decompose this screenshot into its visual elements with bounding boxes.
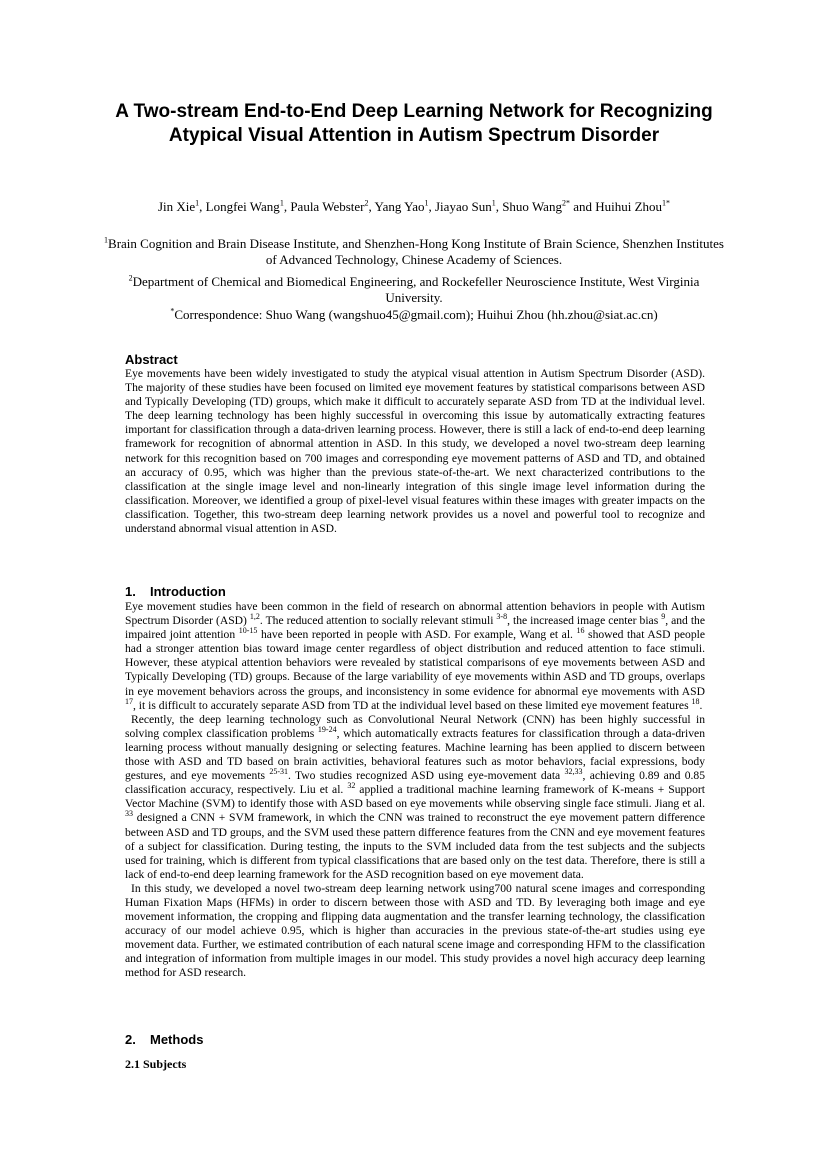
author-affiliation-mark: 1	[491, 198, 496, 208]
author-affiliation-mark: 1	[279, 198, 284, 208]
introduction-heading	[125, 584, 226, 600]
author-affiliation-mark: 1*	[662, 198, 671, 208]
citation-superscript: 17	[125, 696, 133, 706]
author-affiliation-mark: 1	[424, 198, 429, 208]
affiliation-mark: 1	[104, 235, 109, 245]
citation-superscript: 33	[125, 809, 133, 819]
intro-paragraph-3: In this study, we developed a novel two-stream deep learning network using700 natural scene images and corresponding Human Fixation Maps (HFMs) in order to discern between those with ASD and TD. By leveraging both image and eye movement information, the cropping and flipping data augmentation and the transfer learning technology, the classification accuracy of our model achieve 0.95, which is higher than accuracies in the previous state-of-the-art studies using eye movement data. Further, we estimated contribution of each natural scene image and corresponding HFM to the classification and integration of information from multiple images in our model. This study provides a novel high accuracy deep learning method for ASD research.	[125, 881, 705, 980]
author-affiliation-mark: 2*	[561, 198, 570, 208]
citation-superscript: 32,33	[564, 767, 583, 777]
intro-paragraph-1: Eye movement studies have been common in the field of research on abnormal attention behaviors in people with Autism Spectrum Disorder (ASD) $^{1,2}$. The reduced attention to socially relevant stimuli $^{3-8}$, the increased image center bias $^9$, and the impaired joint attention $^{10-15}$ have been reported in people with ASD. For example, Wang et al. $^{16}$ showed that ASD people had a stronger attention bias toward image center regardless of object distribution and reduced attention to face stimuli. However, these atypical attention behaviors were revealed by statistical comparisons of eye movements between ASD and Typically Developing (TD) groups. Because of the large variability of eye movements within ASD and TD groups, overlaps in eye movement behaviors across the groups, and inconsistency in some evidence for abnormal eye movements with ASD $^{17}$, it is difficult to accurately separate ASD from TD at the individual level based on these limited eye movement features $^{18}$.	[125, 600, 706, 712]
methods-heading	[125, 1032, 203, 1048]
intro-paragraph-2: Recently, the deep learning technology such as Convolutional Neural Network (CNN) has been highly successful in solving complex classification problems $^{19-24}$, which automatically extracts features for classification through a data-driven learning process without manually designing or selecting features. Machine learning has been applied to discern between those with ASD and TD based on brain activities, behavioral features such as motor behaviors, facial expressions, body gestures, and eye movements $^{25-31}$. Two studies recognized ASD using eye-movement data $^{32,33}$, achieving 0.89 and 0.85 classification accuracy, respectively. Liu et al. $^{32}$ applied a traditional machine learning framework of K-means + Support Vector Machine (SVM) to identify those with ASD based on eye movements while observing single face stimuli. Jiang et al. $^{33}$ designed a CNN + SVM framework, in which the CNN was trained to reconstruct the eye movement pattern difference between ASD and TD groups, and the SVM used these pattern difference features from the CNN and eye movement features of a subject for classification. During testing, the inputs to the SVM included data from the test subjects and the subjects used for training, which is different from typical classifications that are based only on the test data. Therefore, there is still a lack of end-to-end deep learning framework for the ASD recognition based on eye movement data.	[125, 712, 705, 881]
citation-superscript: 1,2	[249, 612, 260, 622]
citation-superscript: 19-24	[317, 724, 337, 734]
affiliation-2	[100, 274, 728, 306]
citation-superscript: 25-31	[269, 767, 289, 777]
author-name: Jin Xie	[157, 199, 196, 214]
section-title: Methods	[150, 1032, 204, 1047]
abstract-text: Eye movements have been widely investigated to study the atypical visual attention in Autism Spectrum Disorder (ASD). The majority of these studies have been focused on limited eye movement features by statistical comparisons between ASD and Typically Developing (TD) groups, which make it difficult to accurately separate ASD from TD at the individual level. The deep learning technology has been highly successful in overcoming this issue by automatically extracting features important for classification through a data-driven learning process. However, there is still a lack of end-to-end deep learning framework for recognition of abnormal attention in ASD. In this study, we developed a novel two-stream deep learning network for this recognition based on 700 images and corresponding eye movement patterns of ASD and TD, and obtained an accuracy of 0.95, which was higher than the previous state-of-the-art. We next characterized contributions to the classification at the single image level and non-linearly integration of this single image level information during the classification. Moreover, we identified a group of pixel-level visual features within these images with greater impacts on the classification. Together, this two-stream deep learning network provides us a novel and powerful tool to recognize and understand abnormal visual attention in ASD.	[125, 367, 705, 536]
author-name: Shuo Wang	[502, 199, 562, 214]
introduction-body	[125, 600, 705, 981]
author-name: Yang Yao	[374, 199, 425, 214]
author-name: Jiayao Sun	[435, 199, 492, 214]
author-list: Jin Xie$^1$, Longfei Wang$^1$, Paula Webster$^2$, Yang Yao$^1$, Jiayao Sun$^1$, Shuo Wang$^{2*}$ and Huihui Zhou$^{1*}$	[157, 198, 671, 214]
abstract-heading: Abstract	[125, 352, 178, 367]
citation-superscript: 16	[576, 626, 585, 636]
section-number: 1.	[125, 584, 136, 599]
affiliation-text: Department of Chemical and Biomedical Engineering, and Rockefeller Neuroscience Institute, West Virginia University.	[132, 274, 700, 305]
affiliation-mark: *	[170, 306, 175, 316]
correspondence	[100, 307, 728, 323]
paper-title: A Two-stream End-to-End Deep Learning Network for Recognizing Atypical Visual Attention in Autism Spectrum Disorder	[115, 101, 713, 146]
citation-superscript: 9	[661, 612, 666, 622]
correspondence-text: Correspondence: Shuo Wang (wangshuo45@gmail.com); Huihui Zhou (hh.zhou@siat.ac.cn)	[174, 307, 658, 322]
author-name: Longfei Wang	[205, 199, 280, 214]
citation-superscript: 32	[347, 781, 356, 791]
section-number: 2.	[125, 1032, 136, 1047]
author-affiliation-mark: 1	[195, 198, 200, 208]
author-name: Paula Webster	[290, 199, 365, 214]
affiliation-mark: 2	[128, 273, 133, 283]
author-affiliation-mark: 2	[364, 198, 369, 208]
affiliation-text: Brain Cognition and Brain Disease Institute, and Shenzhen-Hong Kong Institute of Brain Science, Shenzhen Institutes of Advanced Technology, Chinese Academy of Sciences.	[108, 236, 724, 267]
affiliation-1	[100, 236, 728, 268]
citation-superscript: 18	[691, 696, 700, 706]
citation-superscript: 10-15	[238, 626, 258, 636]
citation-superscript: 3-8	[496, 612, 508, 622]
author-name: Huihui Zhou	[595, 199, 663, 214]
section-title: Introduction	[150, 584, 226, 599]
subsection-heading: 2.1 Subjects	[125, 1057, 187, 1071]
